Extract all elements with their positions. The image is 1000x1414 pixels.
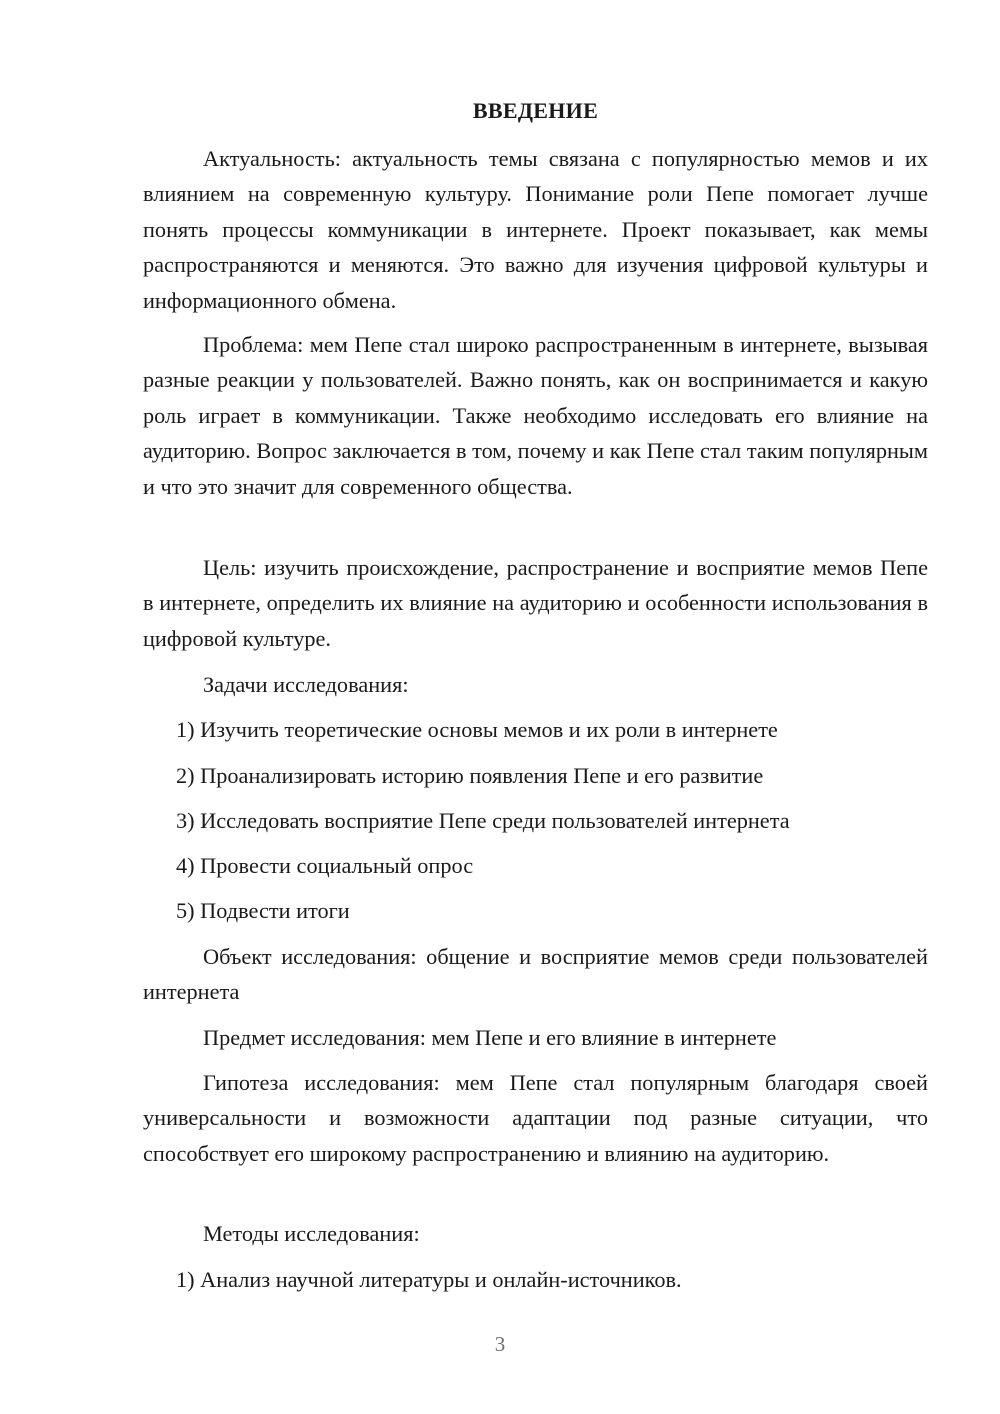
task-item: 2) Проанализировать историю появления Пепе и его развитие: [176, 763, 764, 788]
object-paragraph: Объект исследования: общение и восприятие мемов среди пользователей интернета: [143, 944, 928, 1005]
problem-paragraph: Проблема: мем Пепе стал широко распространенным в интернете, вызывая разные реакции у пользователей. Важно понять, как он воспринимается и какую роль играет в коммуникации. Также необходимо исследовать его влияние на аудиторию. Вопрос заключается в том, почему и как Пепе стал таким популярным и что это значит для современного общества.: [143, 332, 928, 499]
page-number: 3: [494, 1332, 506, 1356]
section-title: ВВЕДЕНИЕ: [472, 98, 599, 123]
tasks-heading: Задачи исследования:: [203, 672, 409, 697]
methods-heading: Методы исследования:: [203, 1221, 420, 1246]
task-item: 3) Исследовать восприятие Пепе среди пользователей интернета: [176, 808, 790, 833]
task-item: 4) Провести социальный опрос: [176, 853, 474, 878]
task-item: 1) Изучить теоретические основы мемов и их роли в интернете: [176, 717, 778, 742]
subject-paragraph: Предмет исследования: мем Пепе и его влияние в интернете: [203, 1025, 777, 1050]
relevance-paragraph: Актуальность: актуальность темы связана с популярностью мемов и их влиянием на современную культуру. Понимание роли Пепе помогает лучше понять процессы коммуникации в интернете. Проект показывает, как мемы распространяются и меняются. Это важно для изучения цифровой культуры и информационного обмена.: [143, 146, 928, 313]
goal-paragraph: Цель: изучить происхождение, распространение и восприятие мемов Пепе в интернете, определить их влияние на аудиторию и особенности использования в цифровой культуре.: [143, 555, 928, 651]
method-item: 1) Анализ научной литературы и онлайн-источников.: [176, 1267, 682, 1292]
hypothesis-paragraph: Гипотеза исследования: мем Пепе стал популярным благодаря своей универсальности и возможности адаптации под разные ситуации, что способствует его широкому распространению и влиянию на аудиторию.: [143, 1070, 928, 1166]
task-item: 5) Подвести итоги: [176, 898, 350, 923]
